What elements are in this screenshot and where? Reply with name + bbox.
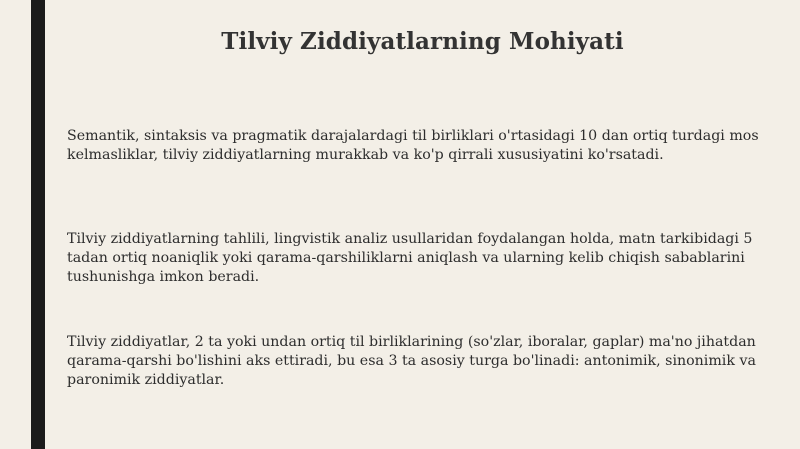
- paragraph-2: Tilviy ziddiyatlarning tahlili, lingvistik analiz usullaridan foydalangan holda, matn tarkibidagi 5 tadan ortiq noaniqlik yoki qarama-qarshiliklarni aniqlash va ularning kelib chiqish sabablarini tushunishga imkon beradi.: [67, 231, 753, 285]
- paragraph-1: Semantik, sintaksis va pragmatik darajalardagi til birliklari o'rtasidagi 10 dan ortiq turdagi mos kelmasliklar, tilviy ziddiyatlarning murakkab va ko'p qirrali xususiyatini ko'rsatadi.: [67, 128, 759, 163]
- slide-title: Tilviy Ziddiyatlarning Mohiyati: [221, 28, 624, 55]
- paragraph-3: Tilviy ziddiyatlar, 2 ta yoki undan ortiq til birliklarining (so'zlar, iboralar, gaplar) ma'no jihatdan qarama-qarshi bo'lishini aks ettiradi, bu esa 3 ta asosiy turga bo'linadi: antonimik, sinonimik va paronimik ziddiyatlar.: [67, 334, 756, 388]
- slide-accent-bar: [31, 0, 45, 449]
